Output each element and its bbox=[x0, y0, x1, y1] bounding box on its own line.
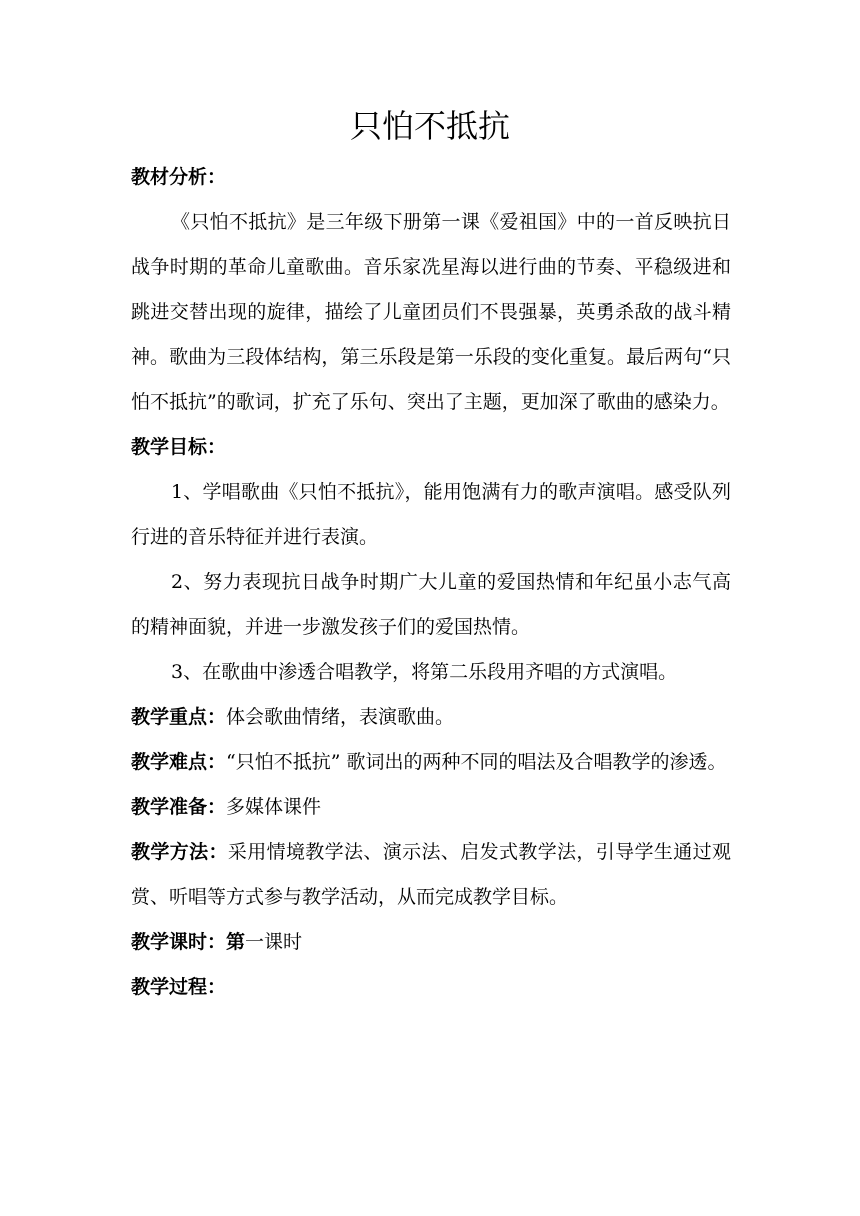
goals-heading: 教学目标： bbox=[131, 436, 227, 458]
document-title: 只怕不抵抗 bbox=[349, 107, 510, 145]
preparation-line bbox=[131, 785, 731, 830]
goal-item-1: 1、学唱歌曲《只怕不抵抗》，能用饱满有力的歌声演唱。感受队列行进的音乐特征并进行表演。 bbox=[131, 481, 731, 548]
class-hours-line bbox=[131, 920, 731, 965]
difficulties-text: “只怕不抵抗” 歌词出的两种不同的唱法及合唱教学的渗透。 bbox=[226, 751, 727, 773]
key-points-line bbox=[131, 695, 731, 740]
preparation-text: 多媒体课件 bbox=[226, 796, 322, 818]
class-hours-label: 教学课时： bbox=[131, 931, 227, 953]
preparation-label: 教学准备： bbox=[131, 796, 227, 818]
methods-text: 采用情境教学法、演示法、启发式教学法，引导学生通过观赏、听唱等方式参与教学活动，从而完成教学目标。 bbox=[131, 841, 731, 908]
document-body bbox=[131, 155, 731, 1010]
class-hours-text-bold: 第 bbox=[226, 931, 246, 953]
process-heading: 教学过程： bbox=[131, 976, 227, 998]
difficulties-line bbox=[131, 740, 731, 785]
methods-line bbox=[131, 830, 731, 920]
methods-label: 教学方法： bbox=[131, 841, 228, 863]
key-points-text: 体会歌曲情绪，表演歌曲。 bbox=[226, 706, 455, 728]
difficulties-label: 教学难点： bbox=[131, 751, 227, 773]
analysis-heading: 教材分析： bbox=[131, 166, 227, 188]
goal-item-2: 2、努力表现抗日战争时期广大儿童的爱国热情和年纪虽小志气高的精神面貌，并进一步激发孩子们的爱国热情。 bbox=[131, 571, 731, 638]
key-points-label: 教学重点： bbox=[131, 706, 227, 728]
class-hours-text: 一课时 bbox=[245, 931, 303, 953]
analysis-paragraph: 《只怕不抵抗》是三年级下册第一课《爱祖国》中的一首反映抗日战争时期的革命儿童歌曲。音乐家冼星海以进行曲的节奏、平稳级进和跳进交替出现的旋律，描绘了儿童团员们不畏强暴，英勇杀敌的战斗精神。歌曲为三段体结构，第三乐段是第一乐段的变化重复。最后两句“只怕不抵抗”的歌词，扩充了乐句、突出了主题，更加深了歌曲的感染力。 bbox=[131, 211, 731, 413]
goal-item-3: 3、在歌曲中渗透合唱教学，将第二乐段用齐唱的方式演唱。 bbox=[171, 661, 678, 683]
